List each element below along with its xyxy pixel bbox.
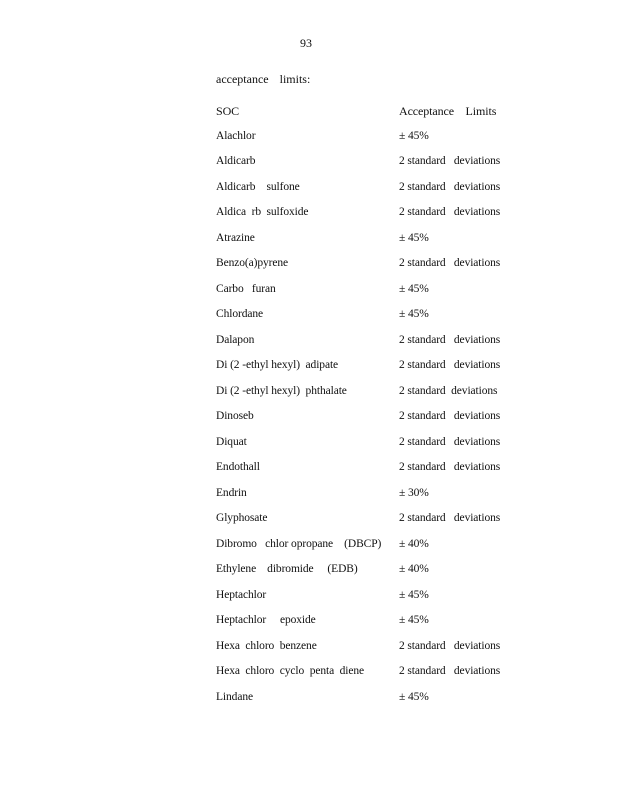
table-row	[216, 487, 516, 513]
acceptance-limit: ± 40%	[399, 563, 429, 575]
acceptance-limit: 2 standard deviations	[399, 461, 501, 473]
acceptance-limits-table	[216, 104, 516, 716]
acceptance-limit: ± 40%	[399, 537, 429, 550]
acceptance-limit: 2 standard deviations	[399, 384, 498, 397]
table-row	[216, 283, 516, 309]
soc-name: Hexa chloro cyclo penta diene	[216, 665, 365, 677]
acceptance-limit: ± 45%	[399, 614, 429, 626]
soc-name: Di (2 -ethyl hexyl) adipate	[216, 359, 339, 371]
acceptance-limit: 2 standard deviations	[399, 180, 501, 193]
table-row	[216, 155, 516, 181]
soc-name: Diquat	[216, 435, 247, 448]
table-row	[216, 181, 516, 207]
table-row	[216, 206, 516, 232]
soc-name: Aldicarb sulfone	[216, 180, 300, 193]
table-row	[216, 589, 516, 615]
soc-name: Ethylene dibromide (EDB)	[216, 563, 358, 575]
soc-name: Di (2 -ethyl hexyl) phthalate	[216, 384, 347, 397]
table-row	[216, 691, 516, 717]
soc-name: Chlordane	[216, 308, 264, 320]
soc-name: Aldicarb	[216, 155, 256, 167]
acceptance-limit: ± 45%	[399, 231, 429, 244]
soc-name: Endothall	[216, 461, 260, 473]
table-row	[216, 359, 516, 385]
soc-name: Lindane	[216, 690, 253, 703]
acceptance-limit: 2 standard deviations	[399, 410, 501, 422]
table-row	[216, 232, 516, 258]
table-row	[216, 563, 516, 589]
acceptance-limit: 2 standard deviations	[399, 333, 501, 346]
soc-name: Benzo(a)pyrene	[216, 257, 289, 269]
soc-name: Alachlor	[216, 129, 256, 142]
soc-name: Dalapon	[216, 333, 255, 346]
table-row	[216, 512, 516, 538]
acceptance-limit: ± 45%	[399, 129, 429, 142]
acceptance-limit: 2 standard deviations	[399, 359, 501, 371]
table-row	[216, 308, 516, 334]
table-body	[216, 130, 516, 717]
table-header-row	[216, 104, 516, 130]
soc-name: Dinoseb	[216, 410, 254, 422]
acceptance-limit: ± 45%	[399, 282, 429, 295]
soc-name: Hexa chloro benzene	[216, 639, 317, 652]
acceptance-limit: 2 standard deviations	[399, 512, 501, 524]
acceptance-limit: 2 standard deviations	[399, 155, 501, 167]
intro-text: acceptance limits:	[216, 72, 311, 86]
soc-name: Atrazine	[216, 231, 255, 244]
acceptance-limit: ± 45%	[399, 690, 429, 703]
table-row	[216, 385, 516, 411]
acceptance-limit: 2 standard deviations	[399, 639, 501, 652]
acceptance-limit: 2 standard deviations	[399, 257, 501, 269]
table-row	[216, 665, 516, 691]
acceptance-limit: 2 standard deviations	[399, 665, 501, 677]
header-soc: SOC	[216, 104, 240, 118]
table-row	[216, 461, 516, 487]
soc-name: Endrin	[216, 486, 247, 499]
table-row	[216, 410, 516, 436]
soc-name: Glyphosate	[216, 512, 268, 524]
acceptance-limit: ± 30%	[399, 486, 429, 499]
acceptance-limit: ± 45%	[399, 588, 429, 601]
soc-name: Aldica rb sulfoxide	[216, 206, 309, 218]
soc-name: Carbo furan	[216, 282, 276, 295]
soc-name: Heptachlor epoxide	[216, 614, 316, 626]
acceptance-limit: ± 45%	[399, 308, 429, 320]
table-row	[216, 640, 516, 666]
soc-name: Dibromo chlor opropane (DBCP)	[216, 537, 382, 550]
soc-name: Heptachlor	[216, 588, 267, 601]
acceptance-limit: 2 standard deviations	[399, 435, 501, 448]
header-acceptance-limits: Acceptance Limits	[399, 104, 497, 118]
page-number: 93	[300, 36, 312, 50]
table-row	[216, 538, 516, 564]
table-row	[216, 614, 516, 640]
table-row	[216, 257, 516, 283]
table-row	[216, 334, 516, 360]
acceptance-limit: 2 standard deviations	[399, 206, 501, 218]
table-row	[216, 130, 516, 156]
table-row	[216, 436, 516, 462]
